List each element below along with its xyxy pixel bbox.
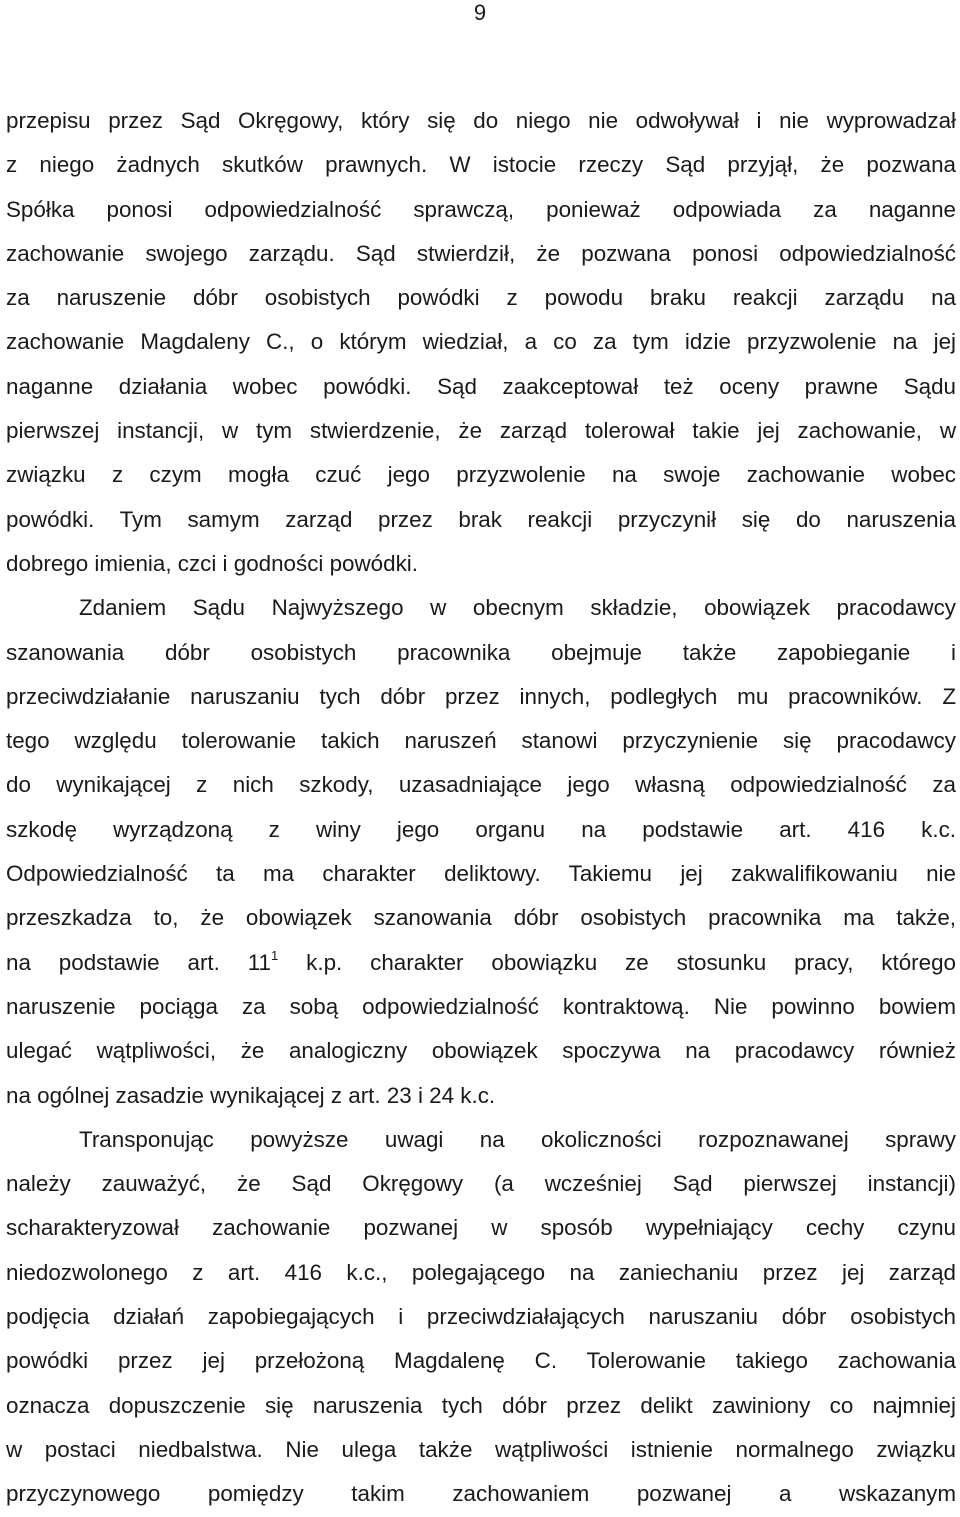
text-line: oznacza dopuszczenie się naruszenia tych dóbr przez delikt zawiniony co najmniej <box>6 1392 956 1418</box>
text-line: przeciwdziałanie naruszaniu tych dóbr przez innych, podległych mu pracowników. Z <box>6 683 956 709</box>
text-line: należy zauważyć, że Sąd Okręgowy (a wcześniej Sąd pierwszej instancji) <box>6 1171 956 1197</box>
text-line: zachowanie Magdaleny C., o którym wiedział, a co za tym idzie przyzwolenie na jej <box>6 329 956 355</box>
text-line: związku z czym mogła czuć jego przyzwolenie na swoje zachowanie wobec <box>6 462 956 488</box>
text-line: scharakteryzował zachowanie pozwanej w sposób wypełniający cechy czynu <box>6 1215 956 1241</box>
text-line: zachowanie swojego zarządu. Sąd stwierdził, że pozwana ponosi odpowiedzialność <box>6 240 956 266</box>
text-line: niedozwolonego z art. 416 k.c., polegającego na zaniechaniu przez jej zarząd <box>6 1259 956 1285</box>
text-line: naruszenie pociąga za sobą odpowiedzialność kontraktową. Nie powinno bowiem <box>6 993 956 1019</box>
text-line: szanowania dóbr osobistych pracownika obejmuje także zapobieganie i <box>6 639 956 665</box>
text-line: Spółka ponosi odpowiedzialność sprawczą, ponieważ odpowiada za naganne <box>6 196 956 222</box>
text-line: Odpowiedzialność ta ma charakter deliktowy. Takiemu jej zakwalifikowaniu nie <box>6 861 956 887</box>
text-line: podjęcia działań zapobiegających i przeciwdziałających naruszaniu dóbr osobistych <box>6 1304 956 1330</box>
text-line: do wynikającej z nich szkody, uzasadniające jego własną odpowiedzialność za <box>6 772 956 798</box>
text-line: Transponując powyższe uwagi na okoliczności rozpoznawanej sprawy <box>79 1126 956 1152</box>
text-line: przyczynowego pomiędzy takim zachowaniem pozwanej a wskazanym <box>6 1481 956 1507</box>
text-line: pierwszej instancji, w tym stwierdzenie, że zarząd tolerował takie jej zachowanie, w <box>6 418 956 444</box>
superscript: 1 <box>271 947 279 963</box>
text-line: ulegać wątpliwości, że analogiczny obowiązek spoczywa na pracodawcy również <box>6 1038 956 1064</box>
text-fragment: na podstawie art. 11 <box>6 949 272 975</box>
document-body <box>6 99 956 1517</box>
text-line: w postaci niedbalstwa. Nie ulega także wątpliwości istnienie normalnego związku <box>6 1436 956 1462</box>
text-line: na ogólnej zasadzie wynikającej z art. 23 i 24 k.c. <box>6 1082 496 1108</box>
text-line: przepisu przez Sąd Okręgowy, który się do niego nie odwoływał i nie wyprowadzał <box>6 108 956 133</box>
text-line: za naruszenie dóbr osobistych powódki z powodu braku reakcji zarządu na <box>6 285 956 311</box>
text-line: przeszkadza to, że obowiązek szanowania dóbr osobistych pracownika ma także, <box>6 905 956 931</box>
text-fragment: k.p. charakter obowiązku ze stosunku pracy, którego <box>306 949 956 975</box>
text-line: naganne działania wobec powódki. Sąd zaakceptował też oceny prawne Sądu <box>6 373 956 399</box>
page-number: 9 <box>473 0 487 25</box>
text-line: powódki. Tym samym zarząd przez brak reakcji przyczynił się do naruszenia <box>6 506 956 532</box>
text-line: szkodę wyrządzoną z winy jego organu na podstawie art. 416 k.c. <box>6 816 956 842</box>
text-line: dobrego imienia, czci i godności powódki. <box>6 550 418 576</box>
text-line-with-superscript <box>6 941 956 985</box>
text-line: z niego żadnych skutków prawnych. W istocie rzeczy Sąd przyjął, że pozwana <box>6 152 956 178</box>
text-line: Zdaniem Sądu Najwyższego w obecnym składzie, obowiązek pracodawcy <box>79 595 956 621</box>
text-line: powódki przez jej przełożoną Magdalenę C. Tolerowanie takiego zachowania <box>6 1348 956 1374</box>
text-line: tego względu tolerowanie takich naruszeń stanowi przyczynienie się pracodawcy <box>6 728 956 754</box>
